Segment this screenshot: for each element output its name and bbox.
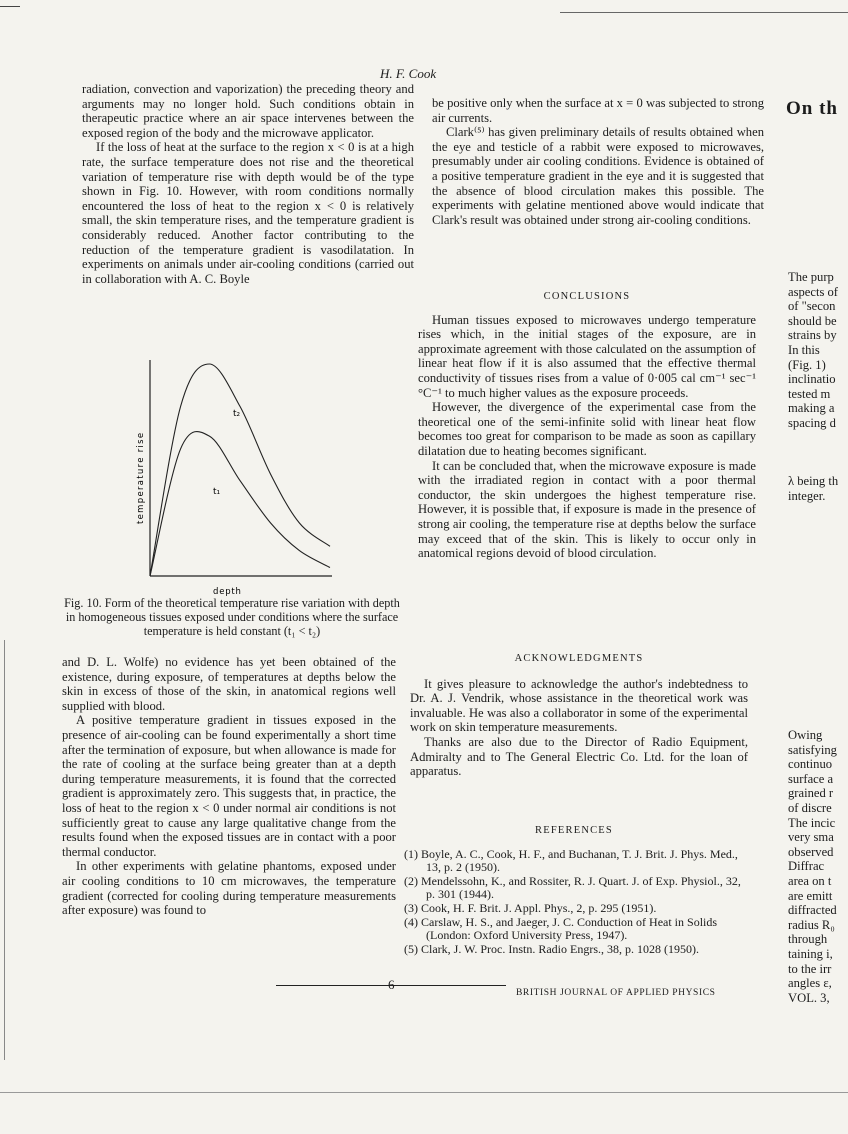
next-page-line: to the irr: [788, 961, 832, 976]
next-page-line: The purp: [788, 270, 834, 284]
next-page-line: Owing: [788, 728, 823, 742]
next-page-line: λ being th: [788, 474, 839, 488]
reference-item: (5) Clark, J. W. Proc. Instn. Radio Engrs., 38, p. 1028 (1950).: [404, 941, 699, 956]
next-page-line: tested m: [788, 386, 831, 401]
next-page-line: are emitt: [788, 888, 833, 903]
next-page-line: of "secon: [788, 299, 836, 314]
references-section: [404, 824, 744, 956]
curve-t1: [150, 432, 330, 576]
curve-label-t1: t₁: [213, 487, 221, 497]
left-column-top: [82, 82, 414, 286]
figure-caption: Fig. 10. Form of the theoretical temperature rise variation with depth in homogeneous tissues exposed under conditions where the surface temperature is held constant (t₁ < t₂): [64, 596, 400, 638]
next-page-line: very sma: [788, 830, 834, 845]
paragraph: It gives pleasure to acknowledge the author's indebtedness to Dr. A. J. Vendrik, whose assistance in the theoretical work was invaluable. He was also a collaborator in some of the experimental work on skin temperature measurements.: [410, 676, 748, 735]
next-page-lines-c: [788, 728, 837, 1005]
figure-10: [130, 352, 340, 597]
curve-t2: [150, 364, 330, 576]
references-heading: REFERENCES: [535, 825, 613, 836]
conclusions-heading: CONCLUSIONS: [543, 291, 631, 302]
next-page-line: grained r: [788, 786, 834, 801]
paragraph: Thanks are also due to the Director of Radio Equipment, Admiralty and to The General Electric Co. Ltd. for the loan of apparatus.: [410, 734, 748, 779]
conclusions-section: [418, 290, 756, 561]
next-page-lines-a: [788, 270, 838, 431]
scan-edge-left: [4, 640, 5, 1060]
paragraph: A positive temperature gradient in tissues exposed in the presence of air-cooling can be found experimentally a short time after the termination of exposure, but when allowance is made for the rate of cooling at the surface being greater than at a depth during temperature measurements, it is found that the corrected gradient is approximately zero. This suggests that, in practice, the loss of heat to the region x < 0 under normal air conditions is not sufficiently great to cause any large qualitative change from the results found when the exposed tissues are in contact with a poor thermal conductor.: [62, 713, 396, 859]
next-page-line: integer.: [788, 488, 826, 503]
left-column-bottom: [62, 655, 396, 918]
next-page-line: making a: [788, 401, 835, 416]
next-page-line: strains by: [788, 328, 837, 343]
next-page-line: taining i,: [788, 946, 833, 961]
paragraph: If the loss of heat at the surface to the region x < 0 is at a high rate, the surface temperature does not rise and the theoretical variation of temperature rise with depth would be of the type shown in Fig. 10. However, with room conditions normally encountered the loss of heat to the region x < 0 is relatively small, the skin temperature rises, and the temperature gradient is considerably reduced. Another factor contributing to the reduction of the temperature gradient is vasodilatation. In experiments on animals under air-cooling conditions (carried out in collaboration with A. C. Boyle: [82, 140, 414, 286]
next-page-title: On th: [786, 98, 838, 119]
next-page-line: inclinatio: [788, 372, 836, 387]
curve-label-t2: t₂: [233, 409, 241, 419]
next-page-line: satisfying: [788, 742, 837, 757]
scan-edge-top: [0, 6, 20, 7]
next-page-line: surface a: [788, 771, 834, 786]
acknowledgments-section: [410, 652, 748, 779]
paragraph: radiation, convection and vaporization) the preceding theory and arguments may no longer hold. Such conditions obtain in therapeutic practice where an air space intervenes between the exposed region of the body and the microwave applicator.: [82, 82, 414, 140]
next-page-lines-b: [788, 474, 838, 503]
next-page-line: The incic: [788, 815, 836, 830]
right-column-top: [432, 96, 764, 227]
reference-item: (2) Mendelssohn, K., and Rossiter, R. J. Quart. J. of Exp. Physiol., 32, p. 301 (1944).: [404, 873, 741, 902]
paragraph: Human tissues exposed to microwaves undergo temperature rises which, in the initial stages of the exposure, are in approximate agreement with those calculated on the assumption of linear heat flow if it is also assumed that the effective thermal conductivity of tissues rises from a value of 0·005 cal cm⁻¹ sec⁻¹ °C⁻¹ to much higher values as the exposure proceeds.: [418, 312, 756, 400]
next-page-line: continuo: [788, 757, 833, 772]
next-page-line: of discre: [788, 800, 832, 815]
next-page-line: VOL. 3,: [788, 990, 830, 1005]
paragraph: However, the divergence of the experimental case from the theoretical one of the semi-infinite solid with linear heat flow becomes too great for comparison to be made as soon as capillary dilatation due to heating becomes significant.: [418, 400, 756, 458]
reference-item: (3) Cook, H. F. Brit. J. Appl. Phys., 2, p. 295 (1951).: [404, 900, 657, 915]
reference-item: (4) Carslaw, H. S., and Jaeger, J. C. Conduction of Heat in Solids (London: Oxford University Press, 1947).: [404, 914, 718, 943]
running-head: H. F. Cook: [380, 66, 437, 81]
y-axis-label: temperature rise: [136, 431, 146, 524]
next-page-line: (Fig. 1): [788, 357, 826, 372]
next-page-line: through: [788, 932, 828, 947]
next-page-line: spacing d: [788, 415, 836, 430]
paragraph: In other experiments with gelatine phantoms, exposed under air cooling conditions to 10 cm microwaves, the temperature gradient (corrected for cooling during temperature measurements after exposure) was found to: [62, 859, 396, 918]
next-page-line: radius R₀: [788, 917, 835, 932]
next-page-line: Diffrac: [788, 859, 825, 874]
scan-edge-bottom: [0, 1092, 848, 1093]
next-page-line: observed: [788, 844, 834, 859]
paragraph: Clark⁽⁵⁾ has given preliminary details of results obtained when the eye and testicle of a rabbit were exposed to microwaves, presumably under air cooling conditions. Evidence is obtained of a positive temperature gradient in the eye and it is suggested that the absence of blood circulation makes this possible. The experiments with gelatine mentioned above would indicate that Clark's result was obtained under strong air-cooling conditions.: [432, 125, 764, 227]
x-axis-label: depth: [213, 587, 242, 597]
paragraph: It can be concluded that, when the microwave exposure is made with the irradiated region in contact with a poor thermal conductor, the skin undergoes the highest temperature rise. However, it is possible that, if exposure is made in the presence of strong air cooling, the temperature rise at depths below the surface may exceed that of the skin. This is likely to occur only in anatomical regions devoid of blood circulation.: [418, 458, 756, 561]
next-page-line: In this: [788, 342, 820, 357]
next-page-line: should be: [788, 313, 837, 328]
reference-item: (1) Boyle, A. C., Cook, H. F., and Buchanan, T. J. Brit. J. Phys. Med., 13, p. 2 (1950).: [404, 846, 738, 875]
acknowledgments-heading: ACKNOWLEDGMENTS: [514, 653, 644, 664]
next-page-line: angles ε,: [788, 976, 832, 991]
next-page-line: aspects of: [788, 284, 839, 299]
scan-edge-top-right: [560, 12, 848, 13]
journal-footer: BRITISH JOURNAL OF APPLIED PHYSICS: [516, 988, 716, 998]
next-page-line: area on t: [788, 873, 832, 888]
paragraph: be positive only when the surface at x = 0 was subjected to strong air currents.: [432, 96, 764, 125]
page-number: 6: [388, 977, 395, 992]
paragraph: and D. L. Wolfe) no evidence has yet been obtained of the existence, during exposure, of temperatures at depths below the skin in excess of those of the skin, in anatomical regions well supplied with blood.: [62, 655, 396, 713]
temperature-depth-chart: [130, 352, 340, 597]
next-page-line: diffracted: [788, 903, 837, 918]
